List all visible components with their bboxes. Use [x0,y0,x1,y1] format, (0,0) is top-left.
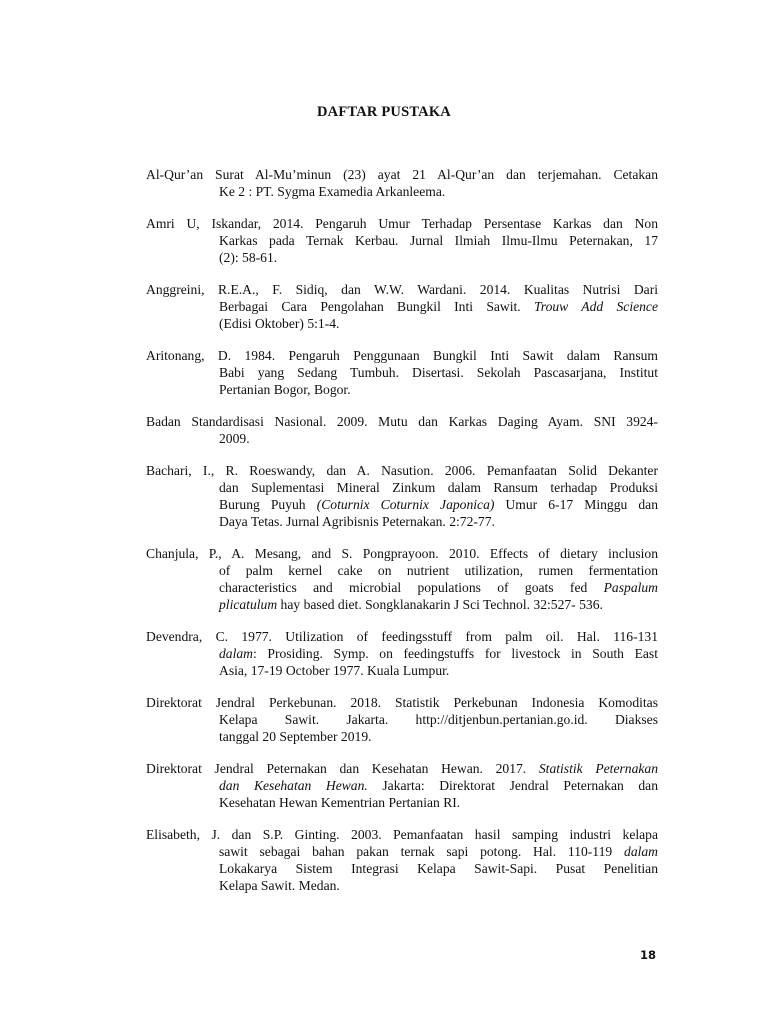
reference-line [146,413,658,430]
reference-line [146,728,658,745]
reference-line [146,315,658,332]
text-run: Lokakarya Sistem Integrasi Kelapa Sawit-Sapi. Pusat Penelitian [219,861,658,876]
text-run: characteristics and microbial populations of goats fed [219,580,604,595]
reference-line [146,579,658,596]
reference-line [146,596,658,613]
reference-entry [146,462,658,530]
text-run: Kelapa Sawit. Jakarta. http://ditjenbun.pertanian.go.id. Diakses [219,712,658,727]
reference-line [146,347,658,364]
page-title: DAFTAR PUSTAKA [317,104,451,120]
reference-line [146,877,658,894]
reference-entry [146,166,658,200]
text-run: 2009. [219,431,250,446]
italic-text: dalam [219,646,253,661]
reference-line [146,232,658,249]
italic-text: plicatulum [219,597,278,612]
italic-text: Statistik Peternakan [538,761,658,776]
reference-line [146,711,658,728]
reference-line [146,843,658,860]
reference-line [146,645,658,662]
reference-entry [146,545,658,613]
reference-line [146,662,658,679]
italic-text: Trouw Add Science [533,299,658,314]
italic-text: dan Kesehatan Hewan. [219,778,368,793]
text-run: Direktorat Jendral Peternakan dan Kesehatan Hewan. 2017. [146,761,539,776]
reference-line [146,562,658,579]
text-run: Kesehatan Hewan Kementrian Pertanian RI. [219,795,461,810]
text-run: hay based diet. Songklanakarin J Sci Technol. 32:527- 536. [277,597,603,612]
reference-entry [146,413,658,447]
reference-line [146,183,658,200]
text-run: tanggal 20 September 2019. [219,729,372,744]
text-run: (Edisi Oktober) 5:1-4. [219,316,340,331]
reference-entry [146,826,658,894]
reference-entry [146,281,658,332]
text-run: Chanjula, P., A. Mesang, and S. Pongprayoon. 2010. Effects of dietary inclusion [146,546,658,561]
text-run: sawit sebagai bahan pakan ternak sapi potong. Hal. 110-119 [219,844,625,859]
text-run: Kelapa Sawit. Medan. [219,878,340,893]
text-run: Al-Qur’an Surat Al-Mu’minun (23) ayat 21 Al-Qur’an dan terjemahan. Cetakan [146,167,658,182]
reference-line [146,694,658,711]
text-run: of palm kernel cake on nutrient utilization, rumen fermentation [219,563,658,578]
text-run: Anggreini, R.E.A., F. Sidiq, dan W.W. Wardani. 2014. Kualitas Nutrisi Dari [146,282,658,297]
text-run: Jakarta: Direktorat Jendral Peternakan dan [367,778,658,793]
reference-entry [146,628,658,679]
reference-line [146,381,658,398]
reference-list [146,166,658,909]
reference-line [146,479,658,496]
text-run: dan Suplementasi Mineral Zinkum dalam Ransum terhadap Produksi [219,480,658,495]
text-run: Karkas pada Ternak Kerbau. Jurnal Ilmiah Ilmu-Ilmu Peternakan, 17 [219,233,658,248]
reference-entry [146,347,658,398]
reference-line [146,760,658,777]
reference-line [146,794,658,811]
text-run: Pertanian Bogor, Bogor. [219,382,351,397]
reference-entry [146,215,658,266]
reference-line [146,215,658,232]
text-run: Devendra, C. 1977. Utilization of feedingsstuff from palm oil. Hal. 116-131 [146,629,658,644]
text-run: Direktorat Jendral Perkebunan. 2018. Statistik Perkebunan Indonesia Komoditas [146,695,658,710]
reference-line [146,513,658,530]
text-run: Daya Tetas. Jurnal Agribisnis Peternakan. 2:72-77. [219,514,495,529]
reference-line [146,860,658,877]
text-run: Burung Puyuh [219,497,317,512]
italic-text: (Coturnix Coturnix Japonica) [316,497,495,512]
text-run: : Prosiding. Symp. on feedingstuffs for livestock in South East [252,646,658,661]
reference-line [146,545,658,562]
reference-line [146,777,658,794]
text-run: Babi yang Sedang Tumbuh. Disertasi. Sekolah Pascasarjana, Institut [219,365,658,380]
reference-line [146,298,658,315]
text-run: Berbagai Cara Pengolahan Bungkil Inti Sawit. [219,299,534,314]
italic-text: Paspalum [603,580,658,595]
reference-line [146,166,658,183]
reference-line [146,281,658,298]
text-run: (2): 58-61. [219,250,278,265]
reference-line [146,249,658,266]
page-number: 18 [640,948,657,962]
reference-entry [146,694,658,745]
reference-line [146,496,658,513]
reference-line [146,462,658,479]
reference-line [146,430,658,447]
reference-line [146,628,658,645]
text-run: Aritonang, D. 1984. Pengaruh Penggunaan Bungkil Inti Sawit dalam Ransum [146,348,658,363]
italic-text: dalam [624,844,658,859]
text-run: Bachari, I., R. Roeswandy, dan A. Nasution. 2006. Pemanfaatan Solid Dekanter [146,463,658,478]
text-run: Elisabeth, J. dan S.P. Ginting. 2003. Pemanfaatan hasil samping industri kelapa [146,827,658,842]
text-run: Asia, 17-19 October 1977. Kuala Lumpur. [219,663,450,678]
text-run: Umur 6-17 Minggu dan [494,497,658,512]
reference-entry [146,760,658,811]
text-run: Badan Standardisasi Nasional. 2009. Mutu dan Karkas Daging Ayam. SNI 3924- [146,414,658,429]
reference-line [146,364,658,381]
text-run: Ke 2 : PT. Sygma Examedia Arkanleema. [219,184,446,199]
reference-line [146,826,658,843]
text-run: Amri U, Iskandar, 2014. Pengaruh Umur Terhadap Persentase Karkas dan Non [146,216,658,231]
